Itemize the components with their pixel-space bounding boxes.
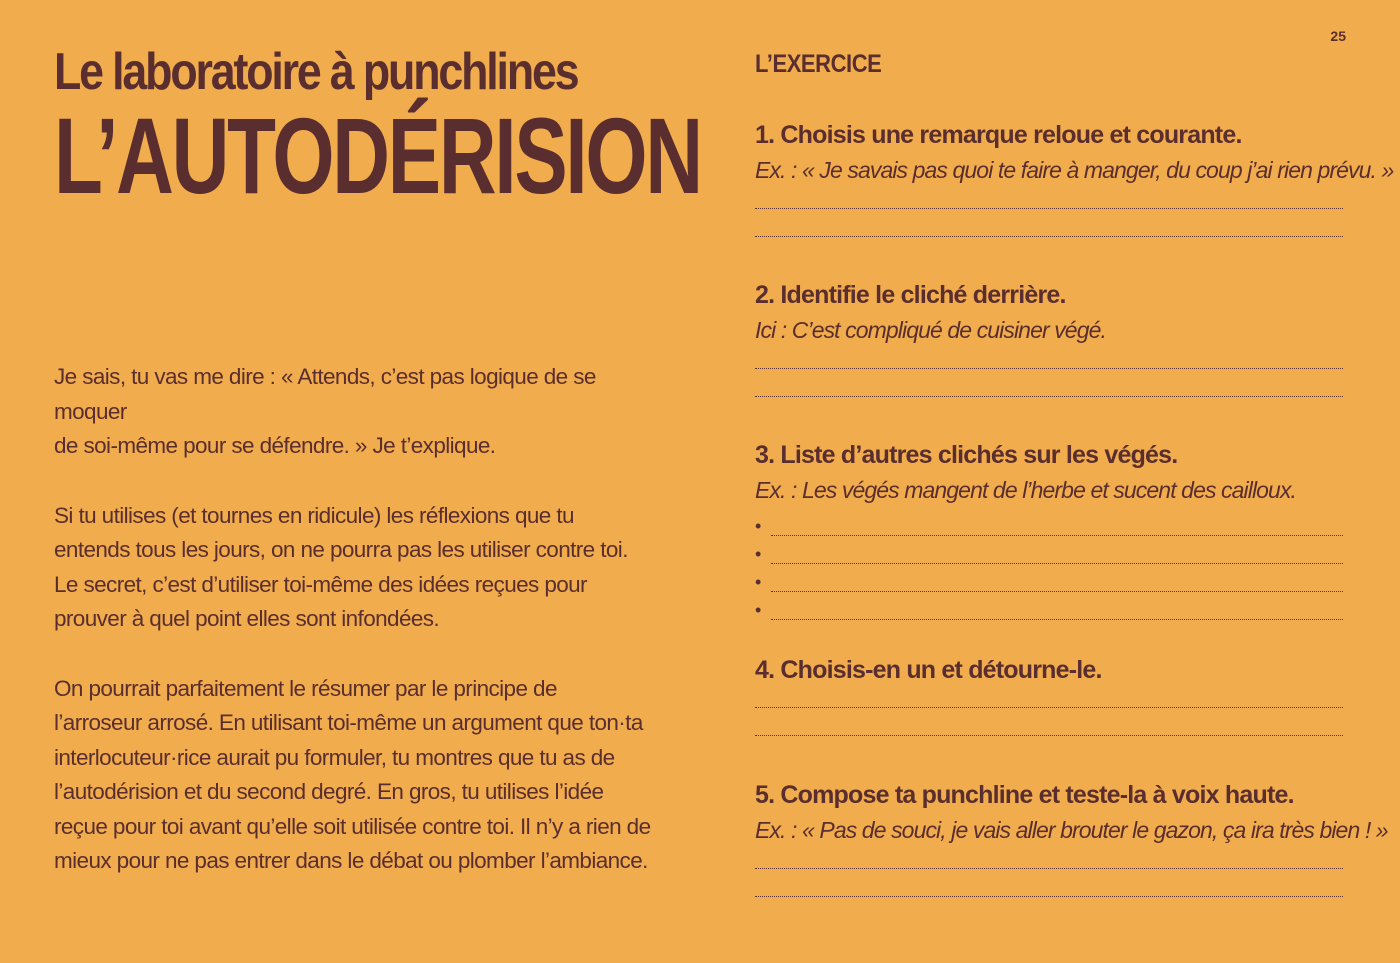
paragraph-line: l’autodérision et du second degré. En gros, tu utilises l’idée — [54, 779, 604, 804]
exercise-block — [755, 50, 1394, 843]
paragraph-2 — [54, 499, 654, 637]
page-number: 25 — [1330, 28, 1346, 44]
step-example: Ex. : Les végés mangent de l’herbe et sucent des cailloux. — [755, 477, 1297, 503]
bullet-icon: • — [755, 600, 762, 620]
exercise-step-3 — [755, 438, 1345, 620]
exercise-step-5 — [755, 778, 1388, 897]
chapter-kicker: Le laboratoire à punchlines — [54, 43, 578, 101]
answer-line[interactable] — [755, 369, 1343, 397]
dotted-line — [771, 599, 1343, 620]
bullet-icon: • — [755, 516, 762, 536]
step-example: Ex. : « Je savais pas quoi te faire à manger, du coup j’ai rien prévu. » — [755, 157, 1394, 183]
answer-line[interactable] — [755, 869, 1343, 897]
answer-line[interactable] — [755, 348, 1343, 369]
bullet-answer-line[interactable] — [755, 536, 1343, 564]
step-example: Ici : C’est compliqué de cuisiner végé. — [755, 317, 1106, 343]
bullet-answer-line[interactable] — [755, 564, 1343, 592]
paragraph-line: On pourrait parfaitement le résumer par le principe de — [54, 675, 557, 701]
paragraph-line: interlocuteur·rice aurait pu formuler, tu montres que tu as de — [54, 744, 615, 770]
answer-line[interactable] — [755, 848, 1343, 869]
bullet-icon: • — [755, 572, 762, 592]
paragraph-line: mieux pour ne pas entrer dans le débat ou plomber l’ambiance. — [54, 848, 648, 873]
bullet-icon: • — [755, 544, 762, 564]
step-example: Ex. : « Pas de souci, je vais aller brouter le gazon, ça ira très bien ! » — [755, 817, 1388, 843]
paragraph-line: entends tous les jours, on ne pourra pas les utiliser contre toi. — [54, 537, 628, 562]
exercise-step-1 — [755, 118, 1394, 237]
step-title: 5. Compose ta punchline et teste-la à voix haute. — [755, 781, 1294, 809]
paragraph-3 — [54, 672, 654, 879]
step-title: 2. Identifie le cliché derrière. — [755, 281, 1066, 309]
step-title: 4. Choisis-en un et détourne-le. — [755, 656, 1102, 684]
paragraph-line: l’arroseur arrosé. En utilisant toi-même un argument que ton·ta — [54, 710, 643, 735]
dotted-line — [771, 543, 1343, 564]
step-title: 1. Choisis une remarque reloue et courante. — [755, 121, 1242, 149]
paragraph-line: Le secret, c’est d’utiliser toi-même des idées reçues pour — [54, 571, 587, 597]
exercise-step-4 — [755, 653, 1345, 736]
answer-line[interactable] — [755, 188, 1343, 209]
answer-line[interactable] — [755, 708, 1343, 736]
paragraph-line: prouver à quel point elles sont infondées. — [54, 606, 440, 631]
step-title: 3. Liste d’autres clichés sur les végés. — [755, 441, 1178, 469]
answer-line[interactable] — [755, 209, 1343, 237]
paragraph-line: Je sais, tu vas me dire : « Attends, c’est pas logique de se moquer — [54, 364, 596, 424]
paragraph-line: de soi-même pour se défendre. » Je t’explique. — [54, 433, 496, 458]
chapter-title: L’AUTODÉRISION — [54, 95, 701, 216]
exercise-step-2 — [755, 278, 1345, 397]
paragraph-line: reçue pour toi avant qu’elle soit utilisée contre toi. Il n’y a rien de — [54, 813, 651, 839]
header-block — [54, 40, 701, 216]
paragraph-1 — [54, 360, 654, 464]
bullet-answer-line[interactable] — [755, 592, 1343, 620]
body-text — [54, 360, 654, 914]
paragraph-line: Si tu utilises (et tournes en ridicule) les réflexions que tu — [54, 502, 574, 528]
dotted-line — [771, 515, 1343, 536]
bullet-answer-line[interactable] — [755, 508, 1343, 536]
exercise-label: L’EXERCICE — [755, 50, 882, 78]
answer-line[interactable] — [755, 687, 1343, 708]
dotted-line — [771, 571, 1343, 592]
